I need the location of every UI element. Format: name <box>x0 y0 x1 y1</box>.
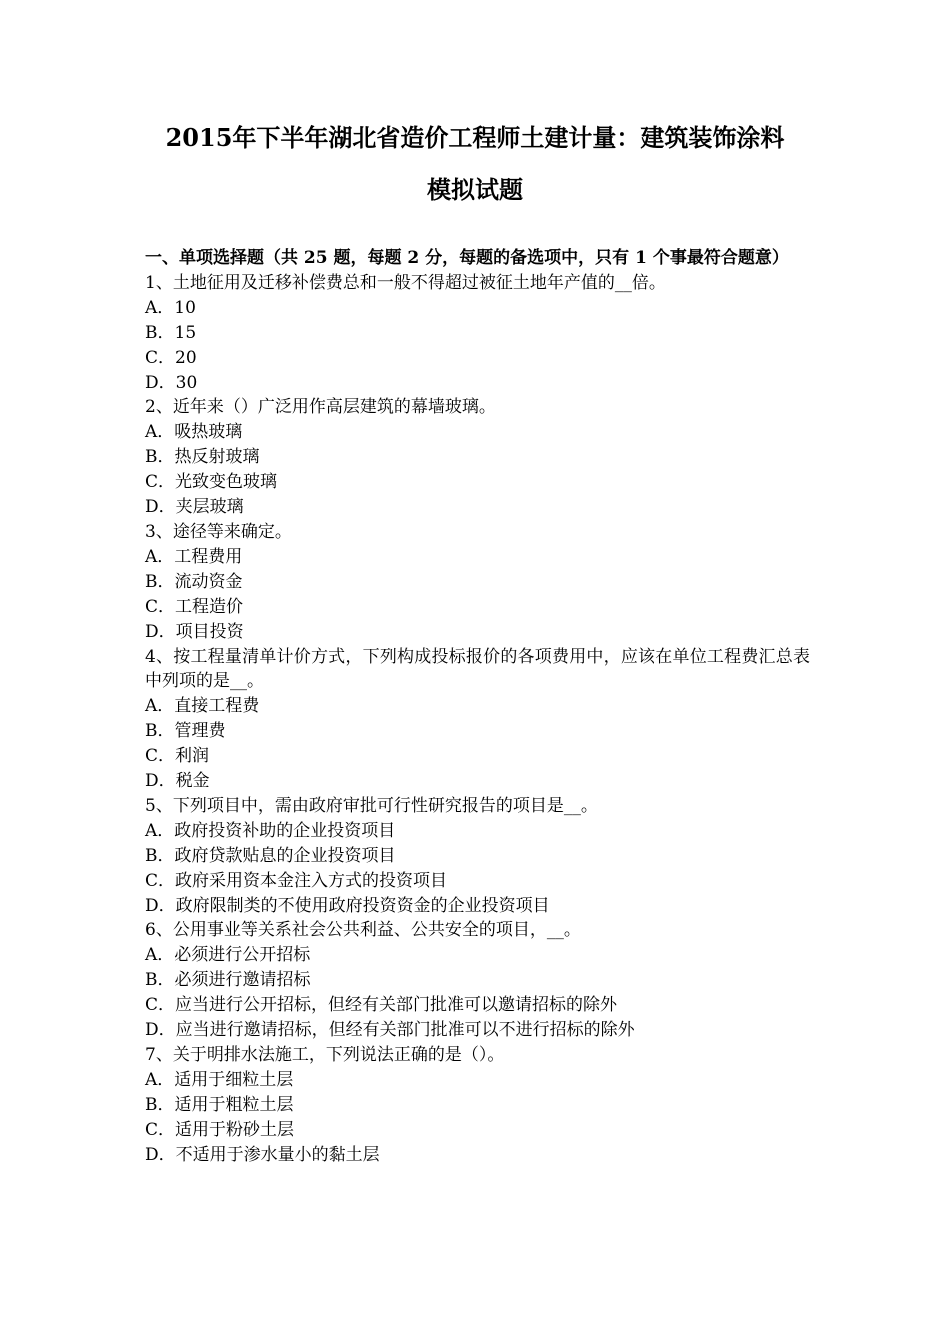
answer-option <box>145 595 810 620</box>
answer-option <box>145 321 810 346</box>
title-line-1: 2015年下半年湖北省造价工程师土建计量：建筑装饰涂料 <box>165 123 785 152</box>
option-letter: B． <box>145 571 175 592</box>
option-text: 适用于粉砂土层 <box>175 1119 295 1140</box>
question-block <box>145 918 810 1043</box>
option-text: 直接工程费 <box>174 696 260 717</box>
option-letter: D． <box>145 372 176 393</box>
answer-option <box>145 769 810 794</box>
option-text: 20 <box>175 347 197 368</box>
question-block <box>145 395 810 520</box>
option-text: 工程费用 <box>174 546 243 567</box>
question-stem: 7、关于明排水法施工，下列说法正确的是（）。 <box>145 1045 505 1065</box>
option-text: 热反射玻璃 <box>174 447 260 468</box>
question-block <box>145 645 810 794</box>
option-text: 应当进行邀请招标，但经有关部门批准可以不进行招标的除外 <box>175 1020 635 1041</box>
option-letter: D． <box>145 1020 176 1041</box>
option-text: 10 <box>174 297 196 318</box>
option-letter: A． <box>145 945 175 966</box>
document-title <box>100 112 850 216</box>
option-letter: B． <box>145 845 175 866</box>
answer-option <box>145 1118 810 1143</box>
option-text: 工程造价 <box>175 596 244 617</box>
title-line-2: 模拟试题 <box>427 175 523 204</box>
option-letter: B． <box>145 447 175 468</box>
option-letter: C． <box>145 347 176 368</box>
answer-option <box>145 1018 810 1043</box>
answer-option <box>145 894 810 919</box>
option-letter: D． <box>145 621 176 642</box>
answer-option <box>145 620 810 645</box>
document-body <box>145 246 810 1168</box>
option-letter: C． <box>145 870 176 891</box>
answer-option <box>145 744 810 769</box>
option-text: 不适用于渗水量小的黏土层 <box>175 1144 380 1165</box>
question-stem: 5、下列项目中，需由政府审批可行性研究报告的项目是__。 <box>145 795 598 816</box>
option-text: 应当进行公开招标，但经有关部门批准可以邀请招标的除外 <box>175 995 618 1016</box>
answer-option <box>145 1068 810 1093</box>
answer-option <box>145 943 810 968</box>
option-letter: A． <box>145 546 175 567</box>
option-text: 吸热玻璃 <box>174 422 243 443</box>
question-block <box>145 271 810 396</box>
option-text: 项目投资 <box>175 621 244 642</box>
answer-option <box>145 420 810 445</box>
answer-option <box>145 1143 810 1168</box>
question-block <box>145 794 810 919</box>
option-letter: D． <box>145 895 176 916</box>
answer-option <box>145 819 810 844</box>
question-block <box>145 1043 810 1168</box>
answer-option <box>145 719 810 744</box>
answer-option <box>145 545 810 570</box>
option-text: 必须进行公开招标 <box>174 945 311 966</box>
answer-option <box>145 570 810 595</box>
question-stem: 4、按工程量清单计价方式，下列构成投标报价的各项费用中，应该在单位工程费汇总表中列项的是__。 <box>145 646 810 692</box>
answer-option <box>145 371 810 396</box>
option-text: 适用于粗粒土层 <box>174 1094 294 1115</box>
option-text: 必须进行邀请招标 <box>174 970 311 991</box>
answer-option <box>145 495 810 520</box>
option-text: 夹层玻璃 <box>175 497 244 518</box>
answer-option <box>145 346 810 371</box>
answer-option <box>145 470 810 495</box>
option-letter: C． <box>145 746 176 767</box>
option-letter: D． <box>145 497 176 518</box>
question-block <box>145 520 810 645</box>
option-letter: A． <box>145 422 175 443</box>
option-letter: A． <box>145 1069 175 1090</box>
option-letter: C． <box>145 995 176 1016</box>
option-text: 政府投资补助的企业投资项目 <box>174 820 396 841</box>
option-letter: C． <box>145 472 176 493</box>
option-text: 税金 <box>175 771 210 792</box>
answer-option <box>145 993 810 1018</box>
question-stem: 1、土地征用及迁移补偿费总和一般不得超过被征土地年产值的__倍。 <box>145 272 666 293</box>
option-letter: A． <box>145 297 175 318</box>
answer-option <box>145 1093 810 1118</box>
answer-option <box>145 296 810 321</box>
option-letter: A． <box>145 696 175 717</box>
question-list <box>145 271 810 1168</box>
option-letter: A． <box>145 820 175 841</box>
option-letter: C． <box>145 1119 176 1140</box>
option-letter: D． <box>145 771 176 792</box>
option-letter: B． <box>145 322 175 343</box>
option-text: 30 <box>175 372 198 393</box>
option-letter: B． <box>145 970 175 991</box>
answer-option <box>145 844 810 869</box>
option-text: 光致变色玻璃 <box>175 472 278 493</box>
option-text: 流动资金 <box>174 571 243 592</box>
option-letter: D． <box>145 1144 176 1165</box>
option-letter: B． <box>145 721 175 742</box>
section-heading: 一、单项选择题（共 25 题，每题 2 分，每题的备选项中，只有 1 个事最符合题意） <box>145 248 789 268</box>
option-text: 政府贷款贴息的企业投资项目 <box>174 845 396 866</box>
option-text: 管理费 <box>174 721 226 742</box>
question-stem: 3、途径等来确定。 <box>145 521 292 542</box>
option-text: 政府采用资本金注入方式的投资项目 <box>175 870 448 891</box>
answer-option <box>145 694 810 719</box>
option-letter: B． <box>145 1094 175 1115</box>
answer-option <box>145 445 810 470</box>
answer-option <box>145 869 810 894</box>
option-text: 15 <box>174 322 197 343</box>
option-text: 适用于细粒土层 <box>174 1069 294 1090</box>
option-letter: C． <box>145 596 176 617</box>
question-stem: 2、近年来（）广泛用作高层建筑的幕墙玻璃。 <box>145 397 496 418</box>
question-stem: 6、公用事业等关系社会公共利益、公共安全的项目，__。 <box>145 920 581 941</box>
option-text: 政府限制类的不使用政府投资资金的企业投资项目 <box>175 895 550 916</box>
answer-option <box>145 968 810 993</box>
option-text: 利润 <box>175 746 210 767</box>
